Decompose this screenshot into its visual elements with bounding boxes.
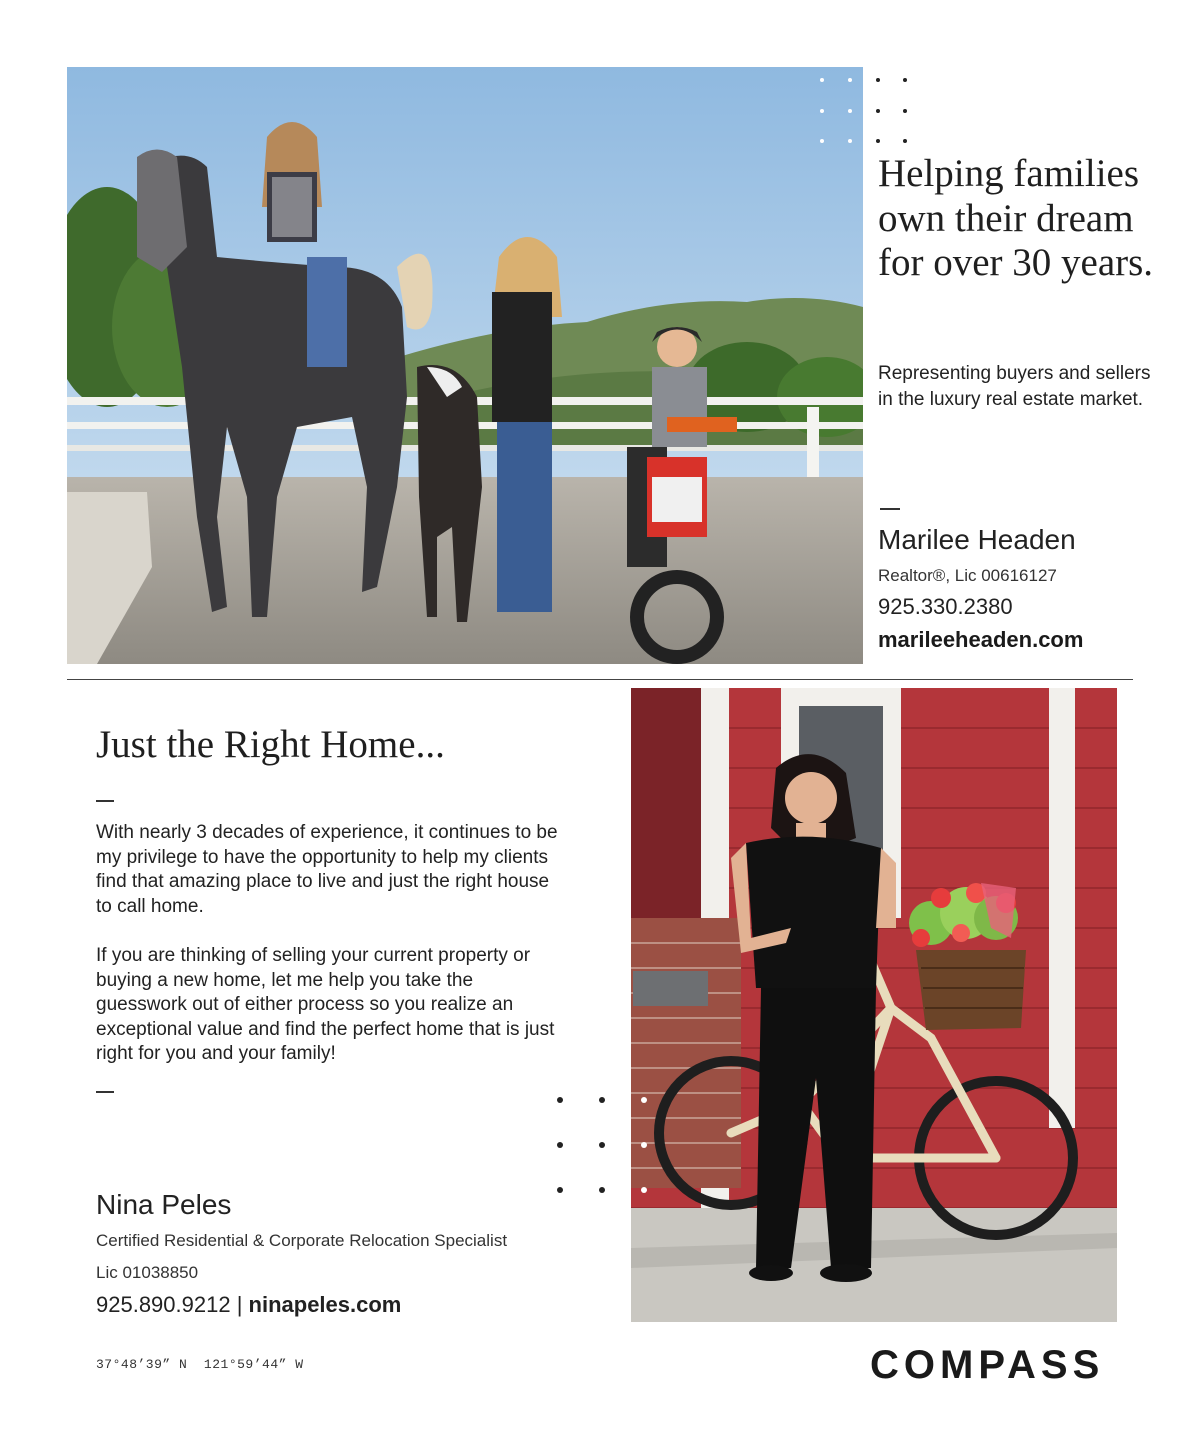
agent-title: Certified Residential & Corporate Relocation Specialist xyxy=(96,1231,508,1250)
family-ranch-photo xyxy=(67,67,863,664)
section-divider xyxy=(67,679,1133,680)
agent-name: Nina Peles xyxy=(96,1189,232,1220)
agent-website-link[interactable]: marileeheaden.com xyxy=(878,627,1084,652)
decorative-dot-grid-bottom xyxy=(555,1095,655,1195)
divider-dash xyxy=(96,1091,114,1093)
top-headline: Helping families own their dream for over 30 years. xyxy=(878,152,1154,284)
divider-dash xyxy=(880,508,900,510)
compass-logo xyxy=(870,1338,1118,1388)
agent-website-link[interactable]: ninapeles.com xyxy=(248,1292,402,1317)
body-paragraph: If you are thinking of selling your current property or buying a new home, let me help you take the guesswork out of either process so you realize an exceptional value and find the perfect home that is just right for you and your family! xyxy=(96,945,555,1064)
agent-name: Marilee Headen xyxy=(878,524,1076,555)
brand-wordmark: COMPASS xyxy=(870,1343,1105,1387)
location-coordinates: 37°48’39” N 121°59’44” W xyxy=(96,1357,304,1372)
bicycle-portrait-photo xyxy=(631,688,1117,1322)
bottom-headline: Just the Right Home... xyxy=(96,723,445,766)
agent-contact xyxy=(96,1292,401,1318)
agent-phone[interactable]: 925.330.2380 xyxy=(878,594,1013,619)
divider-dash xyxy=(96,800,114,802)
body-paragraph: With nearly 3 decades of experience, it continues to be my privilege to have the opportunity to help my clients find that amazing place to live and just the right house to call home. xyxy=(96,822,558,917)
top-subcopy: Representing buyers and sellers in the luxury real estate market. xyxy=(878,363,1151,410)
agent-license: Realtor®, Lic 00616127 xyxy=(878,566,1057,585)
contact-separator: | xyxy=(230,1292,249,1317)
decorative-dot-grid-top xyxy=(815,76,915,146)
agent-license: Lic 01038850 xyxy=(96,1263,199,1282)
agent-phone[interactable]: 925.890.9212 xyxy=(96,1292,231,1317)
